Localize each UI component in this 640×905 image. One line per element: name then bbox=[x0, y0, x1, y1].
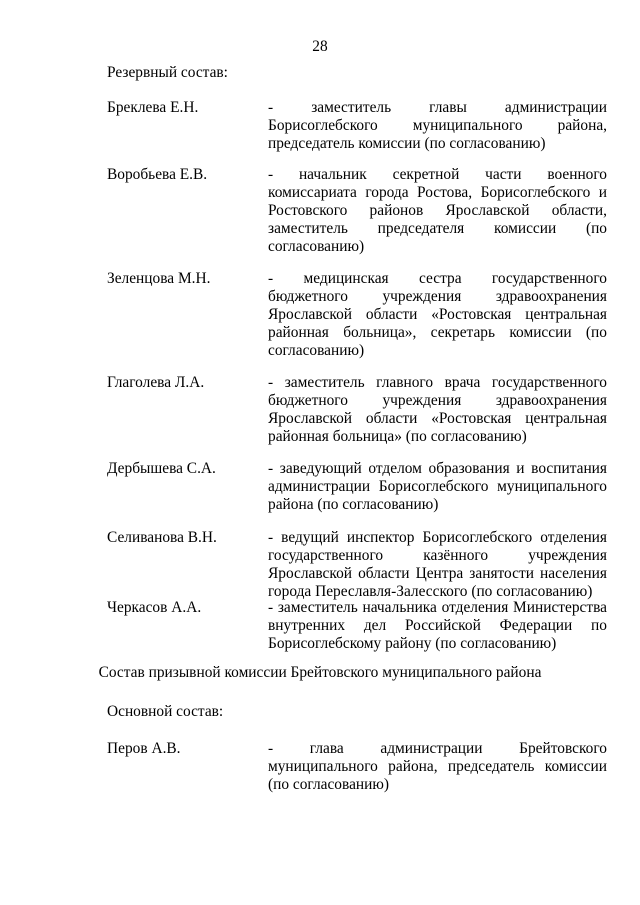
member-role: - медицинская сестра государственного бюджетного учреждения здравоохранения Ярославской области «Ростовская центральная районная больница», секретарь комиссии (по согласованию) bbox=[268, 270, 607, 359]
main-section-label: Основной состав: bbox=[107, 703, 224, 720]
member-role: - ведущий инспектор Борисоглебского отделения государственного казённого учреждения Ярославской области Центра занятости населения города Переславля-Залесского (по согласованию) bbox=[268, 529, 607, 600]
member-role: - заместитель главы администрации Борисоглебского муниципального района, председатель комиссии (по согласованию) bbox=[268, 99, 607, 152]
member-name: Бреклева Е.Н. bbox=[107, 99, 199, 116]
member-role: - заведующий отделом образования и воспитания администрации Борисоглебского муниципального района (по согласованию) bbox=[268, 460, 607, 513]
member-role: - глава администрации Брейтовского муниципального района, председатель комиссии (по согласованию) bbox=[268, 740, 607, 793]
member-role: - начальник секретной части военного комиссариата города Ростова, Борисоглебского и Ростовского районов Ярославской области, заместитель председателя комиссии (по согласованию) bbox=[268, 166, 607, 255]
member-name: Воробьева Е.В. bbox=[107, 166, 208, 183]
page-number: 28 bbox=[312, 38, 328, 55]
member-name: Селиванова В.Н. bbox=[107, 529, 217, 546]
member-name: Дербышева С.А. bbox=[107, 460, 216, 477]
member-role: - заместитель начальника отделения Министерства внутренних дел Российской Федерации по Борисоглебскому району (по согласованию) bbox=[268, 599, 607, 652]
member-role: - заместитель главного врача государственного бюджетного учреждения здравоохранения Ярославской области «Ростовская центральная районная больница» (по согласованию) bbox=[268, 374, 607, 445]
member-name: Глаголева Л.А. bbox=[107, 374, 205, 391]
member-name: Зеленцова М.Н. bbox=[107, 270, 211, 287]
member-name: Черкасов А.А. bbox=[107, 599, 202, 616]
commission-heading: Состав призывной комиссии Брейтовского муниципального района bbox=[98, 664, 542, 681]
member-name: Перов А.В. bbox=[107, 740, 181, 757]
reserve-section-label: Резервный состав: bbox=[107, 64, 228, 81]
